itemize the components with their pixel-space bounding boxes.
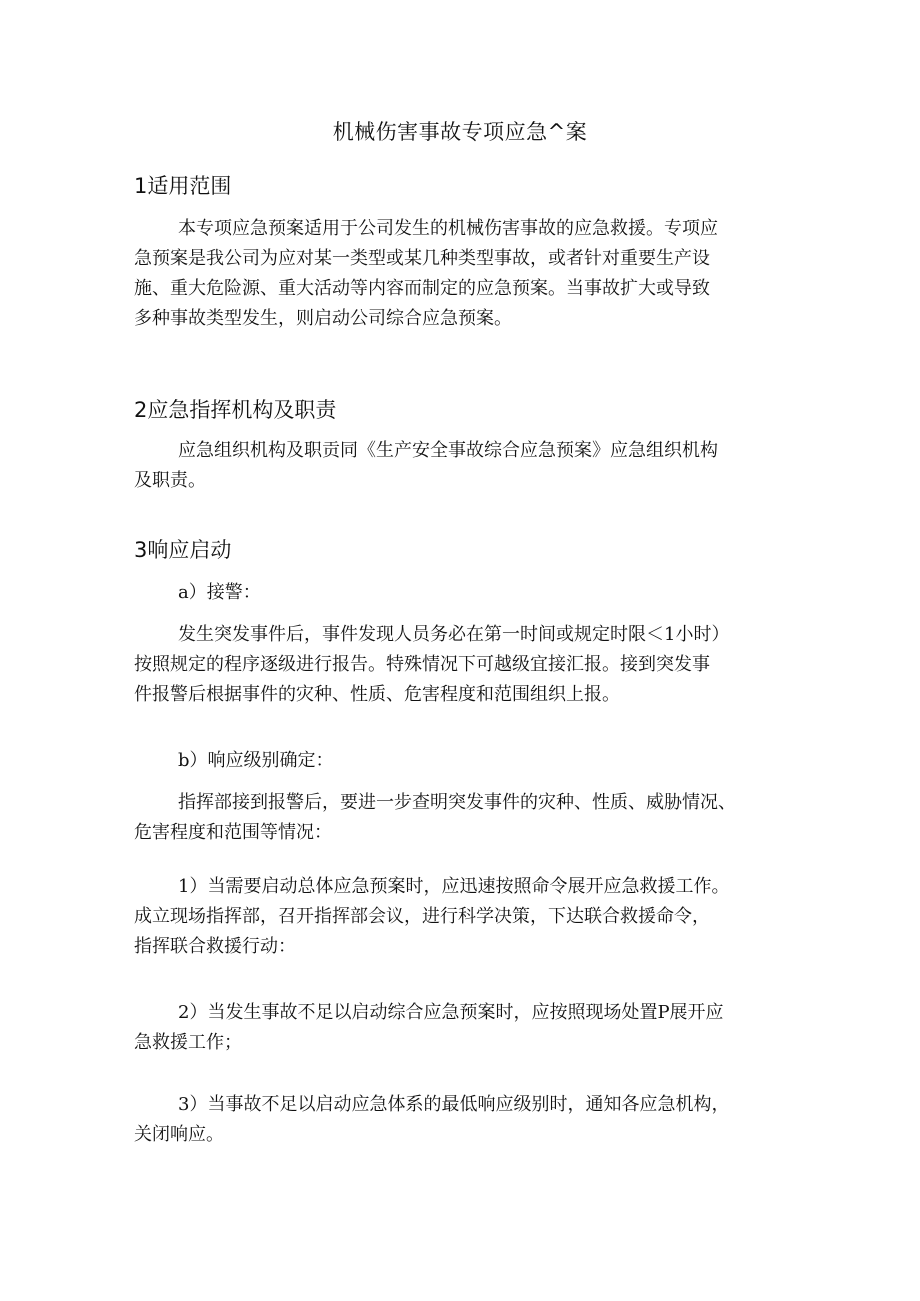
paragraph-line: 急救援工作； (134, 1032, 242, 1053)
paragraph-line: 成立现场指挥部，召开指挥部会议，进行科学决策，下达联合救援命令， (134, 906, 710, 927)
paragraph-line: 应急组织机构及职贡同《生产安全事故综合应急预案》应急组织机构 (178, 440, 718, 461)
paragraph-line: 关闭响应。 (134, 1124, 224, 1145)
paragraph-line: 危害程度和范围等情况： (134, 822, 332, 843)
paragraph-line: 3）当事故不足以启动应急体系的最低响应级别时，通知各应急机构， (178, 1094, 730, 1115)
response-item-b-label (134, 746, 794, 776)
paragraph-line: 指挥联合救援行动： (134, 936, 296, 957)
section-heading-response: 3响应启动 (134, 538, 232, 562)
response-level-2-paragraph (134, 998, 794, 1058)
paragraph-line: 1）当需要启动总体应急预案时，应迅速按照命令展开应急救援工作。 (178, 876, 730, 897)
paragraph-line: 发生突发事件后，事件发现人员务必在第一时间或规定时限＜1小时） (178, 624, 730, 645)
paragraph-line: 指挥部接到报警后，要进一步查明突发事件的灾种、性质、威胁情况、 (178, 792, 736, 813)
response-level-paragraph (134, 788, 794, 848)
paragraph-line: 本专项应急预案适用于公司发生的机械伤害事故的应急救援。专项应 (178, 218, 718, 239)
response-level-1-paragraph (134, 872, 794, 962)
response-level-3-paragraph (134, 1090, 794, 1150)
paragraph-line: 及职责。 (134, 470, 206, 491)
paragraph-line: b）响应级别确定： (178, 750, 334, 771)
document-title: 机械伤害事故专项应急^案 (332, 120, 588, 144)
paragraph-line: 急预案是我公司为应对某一类型或某几种类型事故，或者针对重要生产设 (134, 248, 710, 269)
paragraph-line: 施、重大危险源、重大活动等内容而制定的应急预案。当事故扩大或导致 (134, 278, 710, 299)
section-command-paragraph (134, 436, 794, 496)
paragraph-line: 件报警后根据事件的灾种、性质、危害程度和范围组织上报。 (134, 684, 620, 705)
paragraph-line: 按照规定的程序逐级进行报告。特殊情况下可越级宜接汇报。接到突发事 (134, 654, 710, 675)
paragraph-line: 多种事故类型发生，则启动公司综合应急预案。 (134, 308, 512, 329)
paragraph-line: 2）当发生事故不足以启动综合应急预案时，应按照现场处置P展开应 (178, 1002, 724, 1023)
section-heading-command: 2应急指挥机构及职责 (134, 398, 337, 422)
section-heading-scope: 1适用范围 (134, 174, 232, 198)
paragraph-line: a）接警： (178, 582, 261, 603)
response-item-a-label (134, 578, 794, 608)
response-alarm-paragraph (134, 620, 794, 710)
section-scope-paragraph (134, 214, 794, 334)
